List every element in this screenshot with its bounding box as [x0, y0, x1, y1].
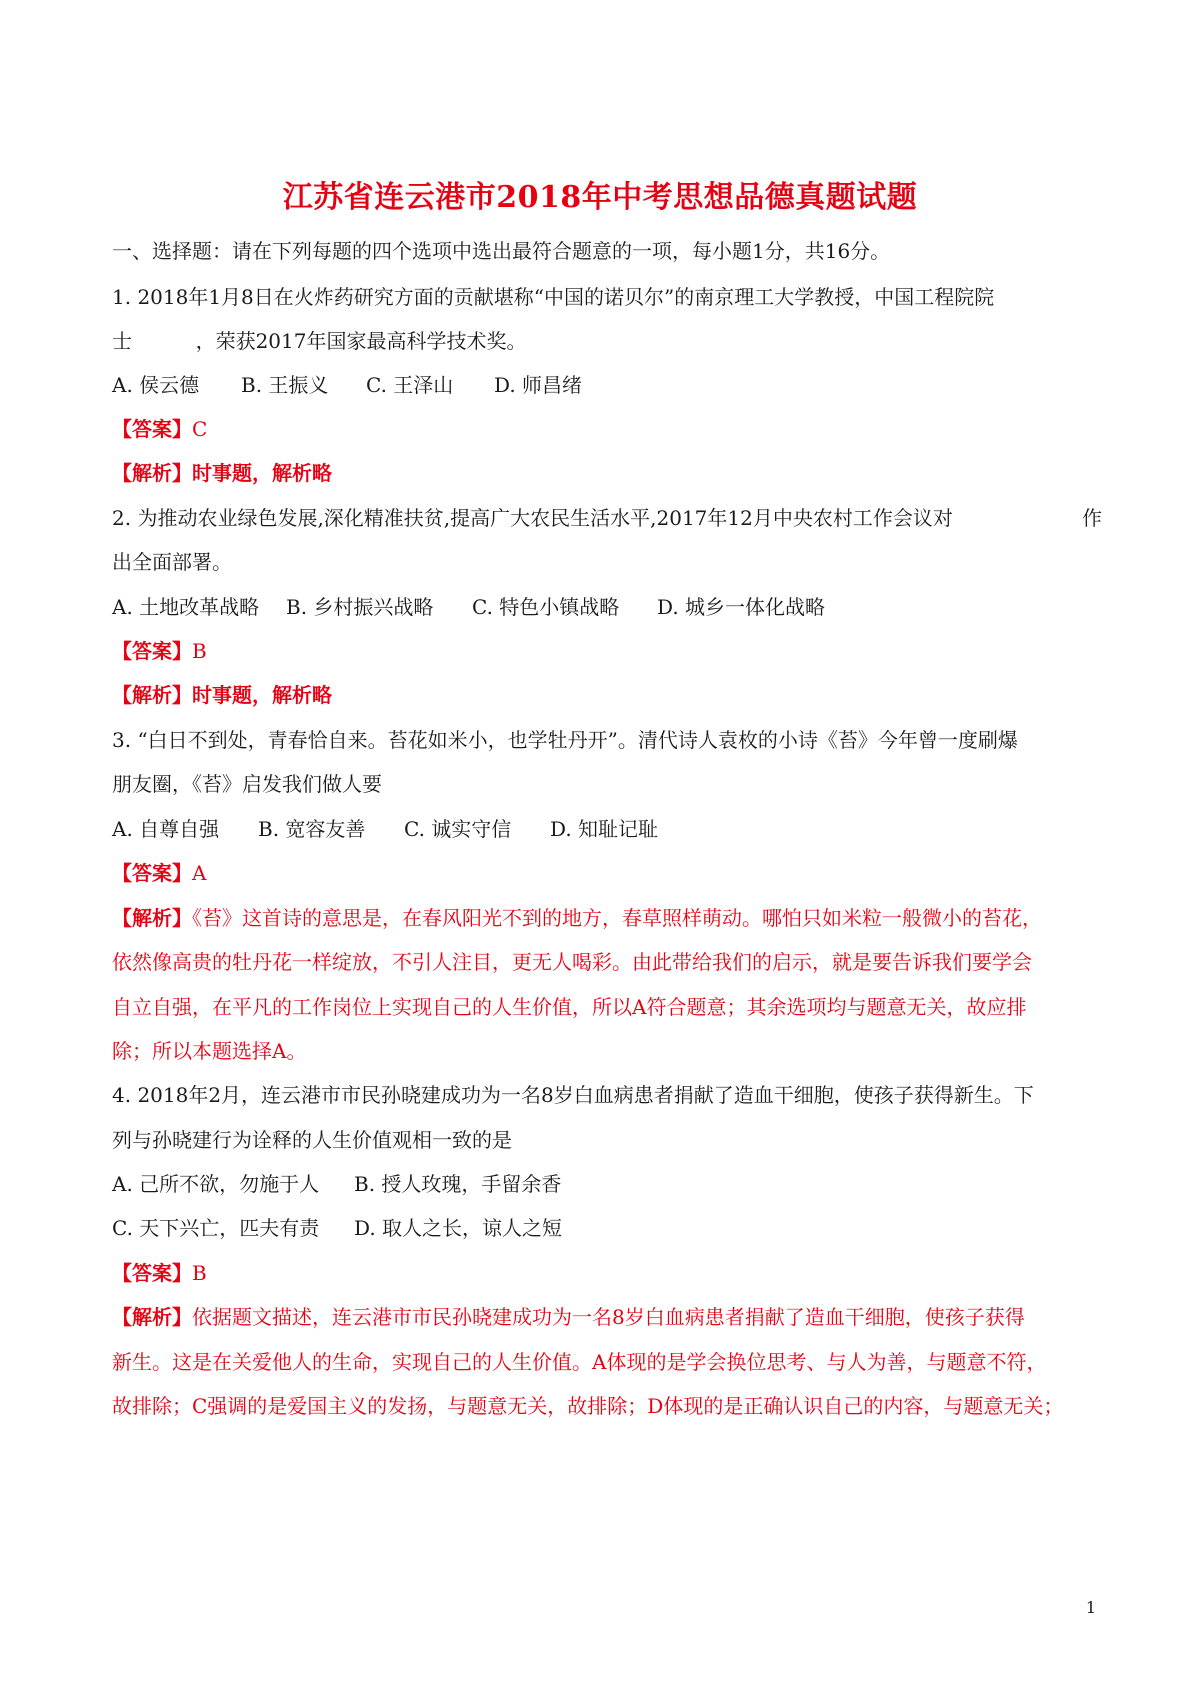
q4-option-c: C. 天下兴亡，匹夫有责 [112, 1216, 320, 1240]
q4-stem-line2: 列与孙晓建行为诠释的人生价值观相一致的是 [112, 1128, 512, 1152]
answer-value: B [192, 639, 207, 663]
q4-options-row2 [112, 1213, 1102, 1243]
answer-label: 【答案】 [112, 417, 192, 441]
page-number: 1 [1085, 1598, 1096, 1617]
q1-option-a: A. 侯云德 [112, 373, 200, 397]
q3-analysis-line4: 除；所以本题选择A。 [112, 1039, 307, 1063]
page-title: 江苏省连云港市2018年中考思想品德真题试题 [282, 180, 918, 215]
q3-option-d: D. 知耻记耻 [550, 817, 659, 841]
q2-option-d: D. 城乡一体化战略 [657, 595, 826, 619]
q4-option-d: D. 取人之长，谅人之短 [354, 1216, 563, 1240]
q1-option-b: B. 王振义 [241, 373, 329, 397]
analysis-text: 时事题，解析略 [192, 461, 332, 485]
q1-stem-line1: 1. 2018年1月8日在火炸药研究方面的贡献堪称“中国的诺贝尔”的南京理工大学教授，中国工程院院 [112, 285, 995, 309]
q3-option-b: B. 宽容友善 [258, 817, 366, 841]
q4-option-b: B. 授人玫瑰，手留余香 [354, 1172, 562, 1196]
q3-option-c: C. 诚实守信 [404, 817, 512, 841]
analysis-label: 【解析】 [112, 683, 192, 707]
q2-options [112, 592, 1102, 622]
q3-analysis-line1 [112, 903, 1102, 933]
q2-stem-line2: 出全面部署。 [112, 550, 232, 574]
q1-options [112, 370, 1102, 400]
q2-answer [112, 636, 1102, 666]
analysis-label: 【解析】 [112, 1305, 192, 1329]
q1-analysis [112, 458, 1102, 488]
q4-stem-line1: 4. 2018年2月，连云港市市民孙晓建成功为一名8岁白血病患者捐献了造血干细胞，使孩子获得新生。下 [112, 1083, 1034, 1107]
answer-value: B [192, 1261, 207, 1285]
q3-option-a: A. 自尊自强 [112, 817, 220, 841]
q3-analysis-line2: 依然像高贵的牡丹花一样绽放，不引人注目，更无人喝彩。由此带给我们的启示，就是要告诉我们要学会 [112, 950, 1032, 974]
q4-analysis-line2: 新生。这是在关爱他人的生命，实现自己的人生价值。A体现的是学会换位思考、与人为善，与题意不符， [112, 1350, 1047, 1374]
q4-answer [112, 1258, 1102, 1288]
analysis-text: 时事题，解析略 [192, 683, 332, 707]
q2-stem-line1 [112, 503, 1102, 533]
q3-stem-line2: 朋友圈，《苔》启发我们做人要 [112, 772, 382, 796]
answer-label: 【答案】 [112, 1261, 192, 1285]
q2-option-b: B. 乡村振兴战略 [286, 595, 434, 619]
q4-options-row1 [112, 1169, 1102, 1199]
q1-option-c: C. 王泽山 [366, 373, 454, 397]
q2-option-c: C. 特色小镇战略 [472, 595, 620, 619]
q2-stem-end: 作 [1082, 506, 1102, 530]
analysis-label: 【解析】 [112, 906, 192, 930]
q1-option-d: D. 师昌绪 [494, 373, 583, 397]
answer-label: 【答案】 [112, 861, 192, 885]
q4-analysis-line1 [112, 1302, 1102, 1332]
analysis-text: 依据题文描述，连云港市市民孙晓建成功为一名8岁白血病患者捐献了造血干细胞，使孩子获得 [192, 1305, 1025, 1329]
q3-analysis-line3: 自立自强，在平凡的工作岗位上实现自己的人生价值，所以A符合题意；其余选项均与题意无关，故应排 [112, 995, 1027, 1019]
q3-stem-line1: 3. “白日不到处，青春恰自来。苔花如米小，也学牡丹开”。清代诗人袁枚的小诗《苔》今年曾一度刷爆 [112, 728, 1018, 752]
answer-label: 【答案】 [112, 639, 192, 663]
q2-option-a: A. 土地改革战略 [112, 595, 260, 619]
analysis-text: 《苔》这首诗的意思是，在春风阳光不到的地方，春草照样萌动。哪怕只如米粒一般微小的苔花， [192, 906, 1042, 930]
q4-analysis-line3: 故排除；C强调的是爱国主义的发扬，与题意无关，故排除；D体现的是正确认识自己的内容，与题意无关； [112, 1394, 1064, 1418]
answer-value: A [192, 861, 207, 885]
q2-analysis [112, 680, 1102, 710]
q2-stem-text: 2. 为推动农业绿色发展,深化精准扶贫,提高广大农民生活水平,2017年12月中央农村工作会议对 [112, 506, 953, 530]
analysis-label: 【解析】 [112, 461, 192, 485]
q1-stem-line2: 士 ，荣获2017年国家最高科学技术奖。 [112, 329, 527, 353]
answer-value: C [192, 417, 208, 441]
q4-option-a: A. 己所不欲，勿施于人 [112, 1172, 320, 1196]
section-heading: 一、选择题：请在下列每题的四个选项中选出最符合题意的一项，每小题1分，共16分。 [112, 239, 891, 263]
q1-answer [112, 414, 1102, 444]
q3-answer [112, 858, 1102, 888]
q3-options [112, 814, 1102, 844]
